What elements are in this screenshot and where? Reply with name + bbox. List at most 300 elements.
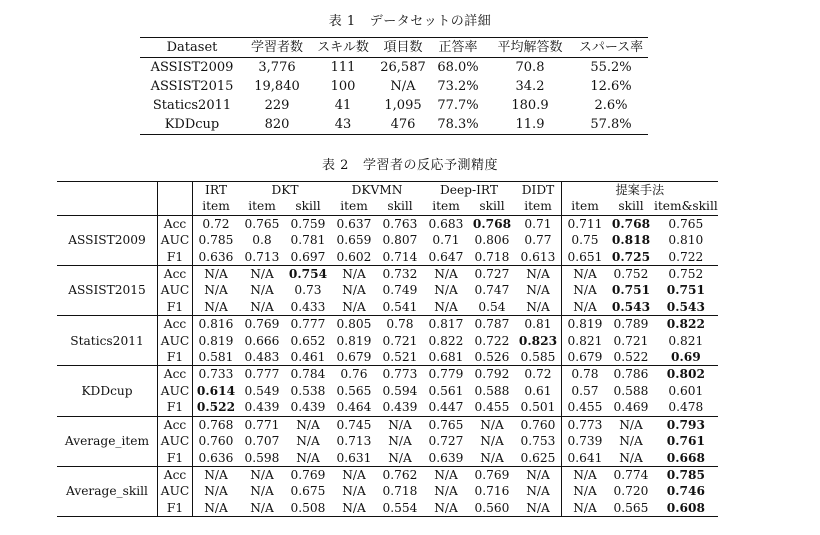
dataset-group-label: ASSIST2015 xyxy=(57,266,158,316)
score-cell: 0.802 xyxy=(654,366,718,383)
score-cell: 0.57 xyxy=(562,383,609,399)
score-cell: 0.469 xyxy=(613,400,649,415)
score-cell: 0.751 xyxy=(666,283,705,298)
table-cell: 2.6% xyxy=(594,98,628,113)
score-cell: N/A xyxy=(296,450,320,465)
score-cell: N/A xyxy=(562,483,609,499)
table-cell: 34.2 xyxy=(515,79,545,94)
score-cell: 0.54 xyxy=(478,299,506,314)
score-cell: 0.679 xyxy=(336,350,372,365)
score-cell: N/A xyxy=(193,466,240,483)
score-cell: 0.749 xyxy=(382,283,418,298)
score-cell: 0.787 xyxy=(469,316,515,333)
score-cell: N/A xyxy=(423,466,469,483)
score-cell: 0.433 xyxy=(290,299,326,314)
score-cell: 0.641 xyxy=(562,450,609,467)
table1-header-cell: 正答率 xyxy=(438,40,478,55)
score-cell: 0.77 xyxy=(524,233,552,248)
score-cell: 0.718 xyxy=(474,249,510,264)
score-cell: 0.822 xyxy=(428,333,464,348)
metric-label: Acc xyxy=(158,215,193,232)
score-cell: 0.711 xyxy=(562,215,609,232)
metric-label: F1 xyxy=(158,450,193,467)
table2-subheader-row xyxy=(57,198,718,215)
score-cell: 0.613 xyxy=(520,249,556,264)
score-cell: 0.713 xyxy=(336,434,372,449)
score-cell: N/A xyxy=(480,450,504,465)
score-cell: 0.753 xyxy=(520,434,556,449)
score-cell: 0.71 xyxy=(432,233,460,248)
table2-corner-cell xyxy=(57,198,158,215)
table-cell: N/A xyxy=(390,79,416,94)
model-header-irt: IRT xyxy=(193,182,240,199)
score-cell: 0.762 xyxy=(377,466,423,483)
metric-label: Acc xyxy=(158,316,193,333)
score-cell: 0.81 xyxy=(515,316,562,333)
score-cell: 0.765 xyxy=(654,215,718,232)
score-cell: 0.771 xyxy=(239,416,285,433)
model-header-dkt: DKT xyxy=(271,183,299,197)
score-cell: 0.773 xyxy=(377,366,423,383)
score-cell: 0.439 xyxy=(382,400,418,415)
table-cell: 68.0% xyxy=(437,60,479,75)
score-cell: N/A xyxy=(239,266,285,283)
metric-label: F1 xyxy=(158,249,193,266)
subheader-cell: item xyxy=(239,198,285,215)
score-cell: N/A xyxy=(342,500,366,515)
metric-label: F1 xyxy=(158,500,193,517)
score-cell: N/A xyxy=(526,484,550,499)
score-cell: N/A xyxy=(469,416,515,433)
score-cell: 0.71 xyxy=(515,215,562,232)
score-cell: 0.543 xyxy=(611,299,651,314)
score-cell: 0.76 xyxy=(331,366,377,383)
table1-header-cell: 学習者数 xyxy=(250,40,303,55)
score-cell: 0.817 xyxy=(423,316,469,333)
score-cell: 0.739 xyxy=(562,433,609,449)
score-cell: 0.526 xyxy=(474,350,510,365)
score-cell: 0.601 xyxy=(668,383,704,398)
score-cell: 0.774 xyxy=(608,466,654,483)
score-cell: 0.789 xyxy=(608,316,654,333)
table-row xyxy=(57,215,718,232)
score-cell: 0.759 xyxy=(285,215,331,232)
score-cell: 0.733 xyxy=(193,366,240,383)
score-cell: N/A xyxy=(562,466,609,483)
table1-header-cell: Dataset xyxy=(166,40,218,55)
score-cell: 0.464 xyxy=(336,400,372,415)
metric-label: F1 xyxy=(158,399,193,416)
table-cell: 12.6% xyxy=(590,79,632,94)
score-cell: N/A xyxy=(296,434,320,449)
score-cell: 0.745 xyxy=(331,416,377,433)
table-row xyxy=(140,115,648,135)
subheader-cell: item xyxy=(562,198,609,215)
score-cell: 0.768 xyxy=(469,215,515,232)
score-cell: N/A xyxy=(388,450,412,465)
table-cell: 43 xyxy=(334,117,352,132)
table-cell: 77.7% xyxy=(437,98,479,113)
dataset-name-cell: Statics2011 xyxy=(152,98,232,113)
metric-label: Acc xyxy=(158,266,193,283)
score-cell: 0.747 xyxy=(474,283,510,298)
score-cell: N/A xyxy=(526,283,550,298)
score-cell: 0.594 xyxy=(382,383,418,398)
score-cell: N/A xyxy=(193,282,240,298)
table1-header-cell: スキル数 xyxy=(317,40,369,55)
score-cell: 0.763 xyxy=(377,215,423,232)
table2-corner-cell xyxy=(158,198,193,215)
score-cell: 0.439 xyxy=(244,400,280,415)
score-cell: 0.631 xyxy=(336,450,372,465)
score-cell: 0.681 xyxy=(428,350,464,365)
score-cell: 0.541 xyxy=(382,299,418,314)
score-cell: N/A xyxy=(434,500,458,515)
score-cell: 0.683 xyxy=(423,215,469,232)
dataset-group-label: Statics2011 xyxy=(57,316,158,366)
table-cell: 229 xyxy=(264,98,290,113)
score-cell: 0.718 xyxy=(382,484,418,499)
score-cell: 0.651 xyxy=(562,249,609,266)
table-row xyxy=(57,416,718,433)
score-cell: 0.786 xyxy=(608,366,654,383)
score-cell: 0.588 xyxy=(613,383,649,398)
table-cell: 1,095 xyxy=(384,98,422,113)
dataset-name-cell: ASSIST2009 xyxy=(150,60,234,75)
score-cell: 0.822 xyxy=(654,316,718,333)
score-cell: 0.754 xyxy=(285,266,331,283)
table-row xyxy=(57,316,718,333)
score-cell: 0.561 xyxy=(428,383,464,398)
table-cell: 476 xyxy=(390,117,416,132)
score-cell: 0.806 xyxy=(474,233,510,248)
table-cell: 73.2% xyxy=(437,79,479,94)
dataset-group-label: ASSIST2009 xyxy=(57,215,158,265)
score-cell: 0.760 xyxy=(515,416,562,433)
table-cell: 820 xyxy=(264,117,290,132)
score-cell: 0.721 xyxy=(613,333,649,348)
score-cell: N/A xyxy=(562,282,609,298)
score-cell: 0.483 xyxy=(244,350,280,365)
score-cell: 0.73 xyxy=(294,283,322,298)
score-cell: 0.823 xyxy=(518,333,558,348)
score-cell: 0.608 xyxy=(666,500,705,515)
score-cell: 0.581 xyxy=(193,349,240,366)
score-cell: N/A xyxy=(480,434,504,449)
score-cell: 0.751 xyxy=(611,283,651,298)
score-cell: N/A xyxy=(377,416,423,433)
score-cell: 0.636 xyxy=(193,450,240,467)
score-cell: 0.768 xyxy=(608,215,654,232)
score-cell: N/A xyxy=(193,500,240,517)
prediction-accuracy-table xyxy=(57,181,718,517)
score-cell: 0.779 xyxy=(423,366,469,383)
score-cell: 0.565 xyxy=(336,383,372,398)
score-cell: N/A xyxy=(562,500,609,517)
score-cell: 0.75 xyxy=(562,232,609,248)
metric-label: AUC xyxy=(158,333,193,349)
score-cell: 0.769 xyxy=(239,316,285,333)
score-cell: 0.777 xyxy=(285,316,331,333)
score-cell: 0.760 xyxy=(193,433,240,449)
score-cell: 0.78 xyxy=(377,316,423,333)
model-header-deep-irt: Deep-IRT xyxy=(439,183,499,197)
score-cell: 0.565 xyxy=(613,500,649,515)
metric-label: AUC xyxy=(158,282,193,298)
score-cell: 0.652 xyxy=(290,333,326,348)
score-cell: N/A xyxy=(423,266,469,283)
table1-header-cell: 項目数 xyxy=(383,40,423,55)
score-cell: 0.727 xyxy=(428,434,464,449)
dataset-name-cell: KDDcup xyxy=(164,117,220,132)
score-cell: N/A xyxy=(434,283,458,298)
score-cell: 0.765 xyxy=(423,416,469,433)
score-cell: 0.752 xyxy=(654,266,718,283)
score-cell: 0.818 xyxy=(611,233,651,248)
score-cell: 0.522 xyxy=(193,399,240,416)
metric-label: F1 xyxy=(158,299,193,316)
score-cell: N/A xyxy=(562,299,609,316)
table2-caption-number: 表 2 xyxy=(322,158,349,173)
score-cell: 0.732 xyxy=(377,266,423,283)
table1-body xyxy=(140,58,648,135)
table-cell: 26,587 xyxy=(380,60,426,75)
metric-label: AUC xyxy=(158,433,193,449)
table1-caption-number: 表 1 xyxy=(328,14,356,29)
score-cell: N/A xyxy=(515,466,562,483)
table-row xyxy=(57,266,718,283)
score-cell: N/A xyxy=(193,266,240,283)
score-cell: 0.769 xyxy=(285,466,331,483)
score-cell: N/A xyxy=(285,416,331,433)
score-cell: N/A xyxy=(331,266,377,283)
score-cell: N/A xyxy=(250,500,274,515)
score-cell: 0.821 xyxy=(562,333,609,349)
score-cell: 0.625 xyxy=(520,450,556,465)
score-cell: N/A xyxy=(515,266,562,283)
table2-corner-cell xyxy=(158,182,193,199)
score-cell: 0.816 xyxy=(193,316,240,333)
dataset-group-label: Average_item xyxy=(57,416,158,466)
table2-caption-text: 学習者の反応予測精度 xyxy=(362,158,498,173)
score-cell: 0.61 xyxy=(524,383,552,398)
score-cell: 0.819 xyxy=(193,333,240,349)
score-cell: 0.727 xyxy=(469,266,515,283)
score-cell: 0.554 xyxy=(382,500,418,515)
score-cell: 0.707 xyxy=(244,434,280,449)
metric-label: AUC xyxy=(158,232,193,248)
score-cell: 0.455 xyxy=(474,400,510,415)
score-cell: 0.639 xyxy=(428,450,464,465)
score-cell: 0.773 xyxy=(562,416,609,433)
table2-corner-cell xyxy=(57,182,158,199)
metric-label: Acc xyxy=(158,366,193,383)
score-cell: 0.785 xyxy=(654,466,718,483)
score-cell: N/A xyxy=(342,299,366,314)
score-cell: 0.722 xyxy=(668,249,704,264)
model-header-proposed: 提案手法 xyxy=(562,182,718,199)
metric-label: AUC xyxy=(158,383,193,399)
subheader-cell: item xyxy=(423,198,469,215)
subheader-cell: item&skill xyxy=(654,199,718,214)
table-row xyxy=(140,77,648,96)
table1-header-row xyxy=(140,38,648,58)
score-cell: N/A xyxy=(193,483,240,499)
score-cell: 0.784 xyxy=(285,366,331,383)
score-cell: 0.8 xyxy=(252,233,272,248)
score-cell: 0.668 xyxy=(666,450,705,465)
table2-model-row xyxy=(57,182,718,199)
score-cell: N/A xyxy=(526,500,550,515)
score-cell: 0.666 xyxy=(244,333,280,348)
score-cell: 0.538 xyxy=(290,383,326,398)
score-cell: 0.647 xyxy=(428,249,464,264)
table1-header-cell: スパース率 xyxy=(578,40,644,55)
table-cell: 78.3% xyxy=(437,117,479,132)
score-cell: 0.447 xyxy=(428,400,464,415)
score-cell: 0.781 xyxy=(290,233,326,248)
score-cell: 0.675 xyxy=(290,484,326,499)
metric-label: AUC xyxy=(158,483,193,499)
score-cell: N/A xyxy=(526,299,550,314)
score-cell: 0.439 xyxy=(290,400,326,415)
dataset-group-label: Average_skill xyxy=(57,466,158,516)
score-cell: 0.602 xyxy=(336,249,372,264)
metric-label: Acc xyxy=(158,466,193,483)
score-cell: 0.508 xyxy=(290,500,326,515)
subheader-cell: item xyxy=(515,198,562,215)
table2-caption xyxy=(0,154,820,173)
score-cell: 0.793 xyxy=(654,416,718,433)
score-cell: 0.560 xyxy=(474,500,510,515)
score-cell: 0.765 xyxy=(239,215,285,232)
score-cell: 0.461 xyxy=(290,350,326,365)
score-cell: 0.72 xyxy=(515,366,562,383)
score-cell: N/A xyxy=(434,484,458,499)
score-cell: N/A xyxy=(608,416,654,433)
score-cell: 0.478 xyxy=(668,400,704,415)
score-cell: 0.768 xyxy=(193,416,240,433)
score-cell: 0.697 xyxy=(290,249,326,264)
metric-label: F1 xyxy=(158,349,193,366)
score-cell: 0.679 xyxy=(562,349,609,366)
table-row xyxy=(140,96,648,115)
score-cell: 0.805 xyxy=(331,316,377,333)
score-cell: N/A xyxy=(342,283,366,298)
score-cell: N/A xyxy=(239,466,285,483)
score-cell: 0.807 xyxy=(382,233,418,248)
table-cell: 111 xyxy=(330,60,356,75)
table2-body xyxy=(57,215,718,516)
score-cell: 0.455 xyxy=(562,399,609,416)
subheader-cell: skill xyxy=(377,198,423,215)
score-cell: 0.598 xyxy=(244,450,280,465)
score-cell: N/A xyxy=(562,266,609,283)
dataset-group-label: KDDcup xyxy=(57,366,158,416)
score-cell: 0.722 xyxy=(474,333,510,348)
score-cell: 0.585 xyxy=(520,350,556,365)
score-cell: 0.636 xyxy=(193,249,240,266)
table-row xyxy=(140,58,648,78)
table-row xyxy=(57,466,718,483)
score-cell: N/A xyxy=(342,484,366,499)
table-cell: 180.9 xyxy=(511,98,549,113)
score-cell: 0.785 xyxy=(193,232,240,248)
table-cell: 100 xyxy=(330,79,356,94)
score-cell: 0.78 xyxy=(562,366,609,383)
table-cell: 41 xyxy=(334,98,352,113)
score-cell: 0.543 xyxy=(666,299,705,314)
score-cell: 0.792 xyxy=(469,366,515,383)
score-cell: N/A xyxy=(193,299,240,316)
subheader-cell: item xyxy=(331,198,377,215)
score-cell: 0.521 xyxy=(382,350,418,365)
score-cell: 0.614 xyxy=(193,383,240,399)
score-cell: 0.819 xyxy=(562,316,609,333)
score-cell: 0.72 xyxy=(193,215,240,232)
table-cell: 19,840 xyxy=(254,79,300,94)
table1-caption xyxy=(0,10,820,29)
table1-caption-text: データセットの詳細 xyxy=(369,14,492,29)
subheader-cell: item xyxy=(193,198,240,215)
score-cell: 0.713 xyxy=(244,249,280,264)
score-cell: 0.659 xyxy=(336,233,372,248)
score-cell: N/A xyxy=(619,450,643,465)
score-cell: 0.725 xyxy=(611,249,651,264)
score-cell: 0.549 xyxy=(244,383,280,398)
model-header-dkvmn: DKVMN xyxy=(351,183,403,197)
score-cell: 0.777 xyxy=(239,366,285,383)
score-cell: 0.761 xyxy=(666,434,705,449)
score-cell: 0.746 xyxy=(666,484,705,499)
score-cell: 0.819 xyxy=(336,333,372,348)
score-cell: N/A xyxy=(250,484,274,499)
score-cell: N/A xyxy=(619,434,643,449)
score-cell: 0.821 xyxy=(668,333,704,348)
score-cell: 0.721 xyxy=(382,333,418,348)
dataset-name-cell: ASSIST2015 xyxy=(150,79,234,94)
table-cell: 11.9 xyxy=(515,117,545,132)
score-cell: N/A xyxy=(331,466,377,483)
score-cell: 0.752 xyxy=(608,266,654,283)
subheader-cell: skill xyxy=(608,198,654,215)
score-cell: N/A xyxy=(250,299,274,314)
subheader-cell: skill xyxy=(285,198,331,215)
subheader-cell: skill xyxy=(469,198,515,215)
score-cell: 0.720 xyxy=(613,484,649,499)
table-row xyxy=(57,366,718,383)
table-cell: 70.8 xyxy=(515,60,545,75)
model-header-didt: DIDT xyxy=(521,183,555,197)
score-cell: 0.714 xyxy=(382,249,418,264)
score-cell: 0.522 xyxy=(613,350,649,365)
table1-header-cell: 平均解答数 xyxy=(497,40,563,55)
score-cell: N/A xyxy=(388,434,412,449)
table-cell: 3,776 xyxy=(258,60,296,75)
score-cell: 0.769 xyxy=(469,466,515,483)
dataset-details-table xyxy=(140,37,648,135)
table-cell: 57.8% xyxy=(590,117,632,132)
score-cell: 0.637 xyxy=(331,215,377,232)
score-cell: 0.716 xyxy=(474,484,510,499)
score-cell: N/A xyxy=(434,299,458,314)
table-cell: 55.2% xyxy=(590,60,632,75)
score-cell: N/A xyxy=(250,283,274,298)
score-cell: 0.69 xyxy=(671,350,701,365)
metric-label: Acc xyxy=(158,416,193,433)
score-cell: 0.810 xyxy=(668,233,704,248)
score-cell: 0.501 xyxy=(520,400,556,415)
